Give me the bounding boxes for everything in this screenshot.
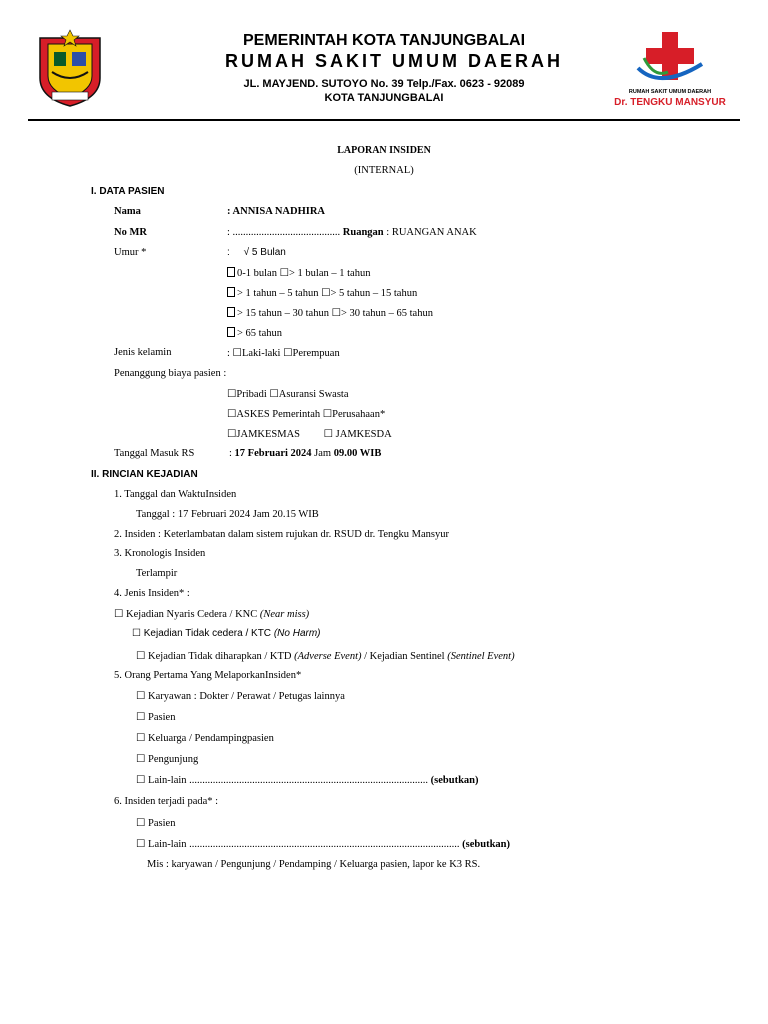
umur-label: Umur * [114,247,147,258]
q3-label: 3. Kronologis Insiden [114,548,206,559]
q1-answer: Tanggal : 17 Februari 2024 Jam 20.15 WIB [136,509,319,520]
header-line-1: PEMERINTAH KOTA TANJUNGBALAI [242,32,526,49]
q4-option-knc-italic: (Near miss) [259,609,310,620]
age-row-4-text: > 65 tahun [237,328,282,339]
tanggal-masuk-time: 09.00 WIB [333,448,382,459]
header-divider [28,119,740,121]
q5-option-pengunjung: ☐ Pengunjung [136,754,199,765]
q4-option-ktd [136,650,515,662]
q5-option-keluarga: ☐ Keluarga / Pendampingpasien [136,733,274,744]
tanggal-masuk-row [229,448,381,459]
ruangan-value: : RUANGAN ANAK [386,227,477,238]
q5-option-pasien: ☐ Pasien [136,712,176,723]
checkbox-icon [227,267,235,277]
q5-label: 5. Orang Pertama Yang MelaporkanInsiden* [114,670,302,681]
q4-option-ktd-text: ☐ Kejadian Tidak diharapkan / KTD [136,651,292,662]
nama-value: ANNISA NADHIRA [232,206,326,217]
q5-option-lain-sebutkan: (sebutkan) [430,775,479,786]
report-subtitle: (INTERNAL) [354,165,414,176]
q5-option-karyawan: ☐ Karyawan : Dokter / Perawat / Petugas lainnya [136,691,345,702]
tanggal-masuk-jam: Jam [314,448,332,459]
q6-option-lain [136,838,510,850]
hospital-logo [610,28,730,114]
q2-label: 2. Insiden : Keterlambatan dalam sistem rujukan dr. RSUD dr. Tengku Mansyur [114,529,450,540]
report-title: LAPORAN INSIDEN [337,145,431,156]
ruangan-label: Ruangan [342,227,384,238]
header-line-3: JL. MAYJEND. SUTOYO No. 39 Telp./Fax. 0623 - 92089 [243,78,525,90]
q4-option-knc-text: ☐ Kejadian Nyaris Cedera / KNC [114,609,258,620]
q4-label: 4. Jenis Insiden* : [114,588,190,599]
q6-option-lain-sebutkan: (sebutkan) [462,839,511,850]
q4-option-ktc-text: ☐ Kejadian Tidak cedera / KTC [132,628,272,639]
umur-value: : √ 5 Bulan [227,247,286,258]
biaya-row-2: ☐ASKES Pemerintah ☐Perusahaan* [227,409,386,420]
q6-option-pasien: ☐ Pasien [136,818,176,829]
age-row-2-text: > 1 tahun – 5 tahun ☐> 5 tahun – 15 tahun [237,288,418,299]
header-line-2: RUMAH SAKIT UMUM DAERAH [225,51,563,71]
tanggal-masuk-date: 17 Februari 2024 [234,448,312,459]
q6-option-lain-text: ☐ Lain-lain ....................................................................................................... [136,839,460,850]
tanggal-masuk-colon: : [229,448,232,459]
age-row-1 [227,267,370,279]
hospital-logo-name: Dr. TENGKU MANSYUR [614,97,726,108]
q4-option-sentinel-italic: (Sentinel Event) [447,651,515,662]
q5-option-lain-text: ☐ Lain-lain ........................................................................................... [136,775,429,786]
nomr-value: : ......................................... [227,227,341,238]
checkbox-icon [227,307,235,317]
q1-label: 1. Tanggal dan WaktuInsiden [114,489,237,500]
jenis-kelamin-label: Jenis kelamin [114,347,172,358]
tanggal-masuk-label: Tanggal Masuk RS [114,448,195,459]
q6-note: Mis : karyawan / Pengunjung / Pendamping / Keluarga pasien, lapor ke K3 RS. [147,859,481,870]
biaya-row-3: ☐JAMKESMAS ☐ JAMKESDA [227,429,392,440]
age-row-3-text: > 15 tahun – 30 tahun ☐> 30 tahun – 65 tahun [237,308,433,319]
checkbox-icon [227,327,235,337]
nomr-label: No MR [114,227,147,238]
q4-option-sentinel-text: / Kejadian Sentinel [364,651,445,662]
nama-row [227,206,325,217]
hospital-logo-subtitle: RUMAH SAKIT UMUM DAERAH [628,89,712,95]
q4-option-knc [114,608,309,620]
section-1-heading: I. DATA PASIEN [91,186,165,197]
checkbox-icon [227,287,235,297]
q4-option-ktc-italic: (No Harm) [273,628,321,639]
nama-label: Nama [114,206,141,217]
q4-option-ktc [132,628,321,639]
penanggung-biaya-label: Penanggung biaya pasien : [114,368,227,379]
q5-option-lain [136,774,479,786]
age-row-2 [227,287,417,299]
age-row-3 [227,307,433,319]
biaya-row-1: ☐Pribadi ☐Asuransi Swasta [227,389,349,400]
header-line-4: KOTA TANJUNGBALAI [324,92,444,104]
q4-option-ktd-italic: (Adverse Event) [294,651,362,662]
age-row-4 [227,327,282,339]
jenis-kelamin-value: : ☐Laki-laki ☐Perempuan [227,348,340,359]
age-row-1-text: 0-1 bulan ☐> 1 bulan – 1 tahun [237,268,371,279]
section-2-heading: II. RINCIAN KEJADIAN [91,469,198,480]
q3-answer: Terlampir [136,568,178,579]
nomr-row [227,227,477,238]
nama-separator: : [227,206,231,217]
q6-label: 6. Insiden terjadi pada* : [114,796,219,807]
